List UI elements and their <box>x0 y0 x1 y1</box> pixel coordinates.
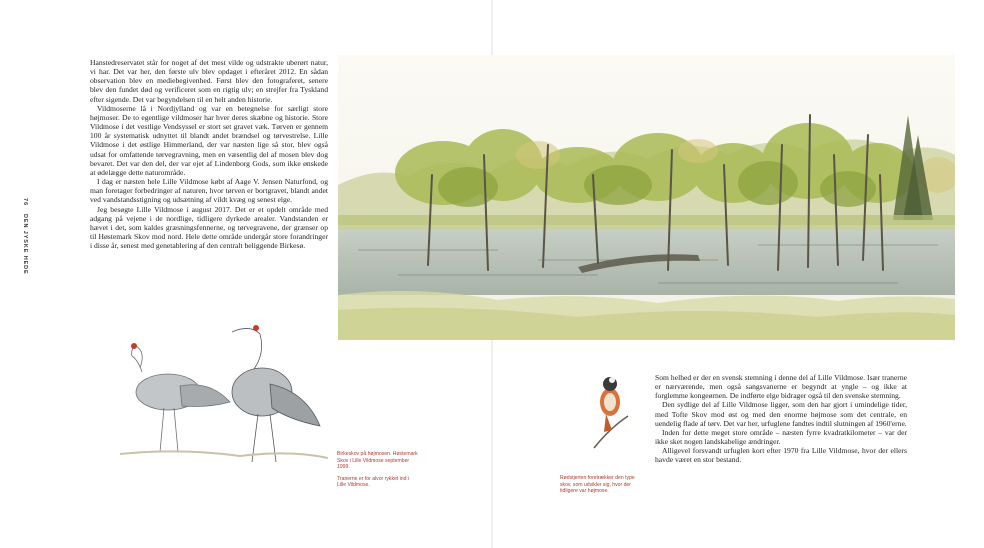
redstart-caption <box>560 475 636 500</box>
crane-right <box>232 325 320 462</box>
cranes-illustration <box>120 316 328 468</box>
crane-left <box>131 343 230 452</box>
caption-text: Tranerne er for alvor rykket ind i Lille Vildmose. <box>337 475 409 488</box>
paragraph: Alligevel forsvandt urfuglen kort efter 1970 fra Lille Vildmose, hvor der ellers havde været en stor bestand. <box>655 446 907 465</box>
redstart-illustration <box>588 368 632 450</box>
bog-landscape-illustration <box>338 55 955 340</box>
right-text-column <box>655 373 907 465</box>
cranes-caption <box>337 451 419 494</box>
caption-text: Birkeskov på højmosen. Høstemark Skov i Lille Vildmose september 1999. <box>337 451 418 470</box>
paragraph: Som helhed er der en svensk stemning i denne del af Lille Vildmose. Især tranerne er nærværende, men også sangsvanerne er begyndt at yngle – og ikke at forglemme kongeørnen. De indførte elge bidrager også til den svenske stemning. <box>655 373 907 401</box>
paragraph: Vildmoserne lå i Nordjylland og var en betegnelse for særligt store højmoser. De to egentlige vildmoser har hver deres skæbne og historie. Store Vildmose i det vestlige Vendsyssel er stort set gravet væk. Tørven er gennem 100 år systematisk udnyttet til blandt andet brændsel og tørvestrelse. Lille Vildmose i det østlige Himmerland, der var næsten lige så stor, blev også udsat for omfattende tørvegravning, men en væsentlig del af mosen blev dog bevaret. Det var den del, der var ejet af Lindenborg Gods, som ikke ønskede at ødelægge dette naturområde. <box>90 103 328 177</box>
running-head <box>22 198 36 288</box>
paragraph: Jeg besøgte Lille Vildmose i august 2017. Det er et opdelt område med adgang på vejene i de nordlige, tidligere dyrkede arealer. Vandstanden er hævet i det, som kaldes græsningsfennerne, og tørvegravene, der grænser op til Høstemark Skov mod nord. Hele dette område undergår store forandringer i disse år, senest med genetablering af den centralt beliggende Birkesø. <box>90 204 328 251</box>
paragraph: Hanstedreservatet står for noget af det mest vilde og udstrakte uberørt natur, vi har. Det var her, den første ulv blev opdaget i efteråret 2012. En sådan observation blev en mediebegivenhed. Først blev den fotograferet, senere blev den fundet død og verificeret som en rigtig ulv; en strejfer fra Tyskland efter sigende. Det var begyndelsen til en helt anden historie. <box>90 58 328 104</box>
caption-text: Rødstjerten foretrækker den type skov, som udvikler sig, hvor der tidligere var højmose. <box>560 475 635 494</box>
left-text-column <box>90 58 328 250</box>
paragraph: Den sydlige del af Lille Vildmose ligger, som den har gjort i umindelige tider, med Tofte Skov mod øst og med den enorme højmose som det centrale, en uendelig flade af tørv. Det var her, urfuglene fandtes indtil slutningen af 1960'erne. <box>655 400 907 428</box>
paragraph: I dag er næsten hele Lille Vildmose købt af Aage V. Jensen Naturfond, og man foretager forbedringer af naturen, hvor tørven er bortgravet, blandt andet ved vandstandsstigning og udsætning af vildt kvæg og senest elge. <box>90 177 328 205</box>
page-number: 76 <box>22 198 28 206</box>
section-title: DEN JYSKE HEDE <box>22 214 28 275</box>
paragraph: Inden for dette meget store område – næsten fyrre kvadratkilometer – var der ikke sket nogen landskabelige ændringer. <box>655 427 907 447</box>
